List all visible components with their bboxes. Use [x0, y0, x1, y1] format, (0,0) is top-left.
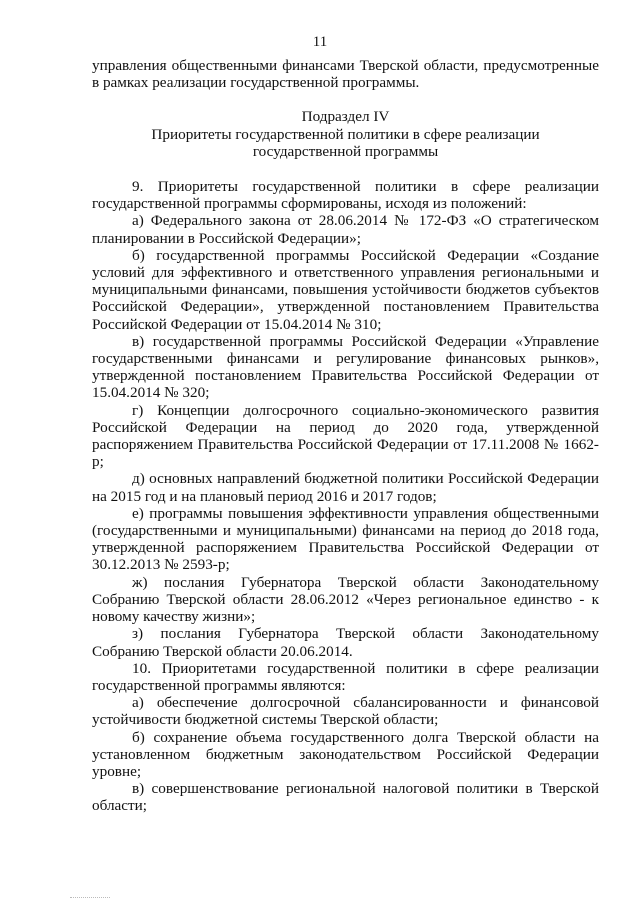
- paragraph-9e: е) программы повышения эффективности управления общественными (государственными и муниципальными) финансами на период до 2018 года, утвержденной распоряжением Правительства Российской Федерации от 30.12.2013 № 2593-р;: [92, 504, 599, 574]
- paragraph-9d: д) основных направлений бюджетной политики Российской Федерации на 2015 год и на плановый период 2016 и 2017 годов;: [92, 470, 599, 505]
- paragraph-10b: б) сохранение объема государственного долга Тверской области на установленном бюджетным законодательством Российской Федерации уровне;: [92, 728, 599, 780]
- paragraph-10a: а) обеспечение долгосрочной сбалансированности и финансовой устойчивости бюджетной системы Тверской области;: [92, 694, 599, 729]
- paragraph-9b: б) государственной программы Российской Федерации «Создание условий для эффективного и ответственного управления региональными и муниципальными финансами, повышения устойчивости бюджетов субъектов Российской Федерации», утвержденной постановлением Правительства Российской Федерации от 15.04.2014 № 310;: [92, 246, 599, 333]
- paragraph-9: 9. Приоритеты государственной политики в сфере реализации государственной программы сформированы, исходя из положений:: [92, 178, 599, 213]
- subsection-label: Подраздел IV: [301, 108, 390, 126]
- intro-continuation: управления общественными финансами Тверской области, предусмотренные в рамках реализации государственной программы.: [92, 57, 599, 92]
- page-number: 11: [312, 34, 328, 50]
- spacer: [92, 91, 599, 108]
- paragraph-9v: в) государственной программы Российской Федерации «Управление государственными финансами и регулирование финансовых рынков», утвержденной постановлением Правительства Российской Федерации от 15.04.2014 № 320;: [92, 332, 599, 402]
- paragraph-10: 10. Приоритетами государственной политики в сфере реализации государственной программы являются:: [92, 659, 599, 694]
- paragraph-9zh: ж) послания Губернатора Тверской области Законодательному Собранию Тверской области 28.06.2012 «Через региональное единство - к новому качеству жизни»;: [92, 573, 599, 626]
- document-body: [92, 57, 599, 815]
- paragraph-10v: в) совершенствование региональной налоговой политики в Тверской области;: [92, 780, 599, 815]
- paragraph-9a: а) Федерального закона от 28.06.2014 № 172-ФЗ «О стратегическом планировании в Российской Федерации»;: [92, 212, 599, 247]
- subsection-title-line2: государственной программы: [252, 142, 439, 160]
- spacer: [92, 160, 599, 178]
- subsection-title-line1: Приоритеты государственной политики в сфере реализации: [151, 125, 540, 143]
- paragraph-9g: г) Концепции долгосрочного социально-экономического развития Российской Федерации на период до 2020 года, утвержденной распоряжением Правительства Российской Федерации от 17.11.2008 № 1662-р;: [92, 401, 599, 471]
- scan-edge-mark: [70, 897, 110, 899]
- paragraph-9z: з) послания Губернатора Тверской области Законодательному Собранию Тверской области 20.06.2014.: [92, 625, 599, 660]
